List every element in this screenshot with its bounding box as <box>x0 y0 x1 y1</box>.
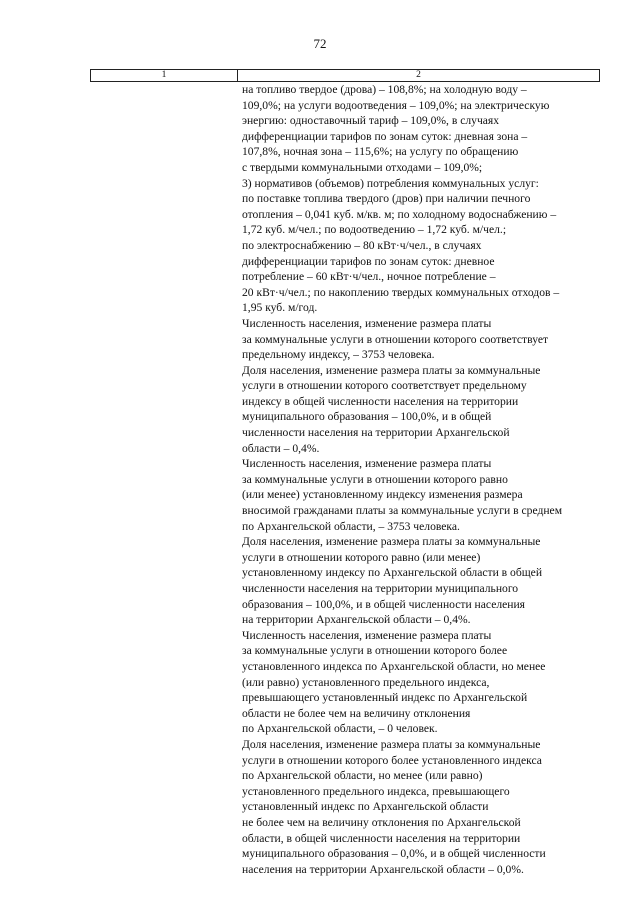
text-line: услуги в отношении которого более установленного индекса <box>242 753 542 767</box>
text-line: предельному индексу, – 3753 человека. <box>242 348 435 362</box>
text-line: Численность населения, изменение размера платы <box>242 628 492 642</box>
text-line: 1,95 куб. м/год. <box>242 301 318 315</box>
text-line: превышающего установленный индекс по Архангельской <box>242 691 528 705</box>
text-line: дифференциации тарифов по зонам суток: дневная зона – <box>242 129 528 143</box>
text-line: (или менее) установленному индексу изменения размера <box>242 488 523 502</box>
document-body-text <box>242 82 602 877</box>
text-line: 109,0%; на услуги водоотведения – 109,0%; на электрическую <box>242 98 550 112</box>
text-line: 3) нормативов (объемов) потребления коммунальных услуг: <box>242 176 539 190</box>
text-line: муниципального образования – 0,0%, и в общей численности <box>242 847 546 861</box>
text-line: установленного индекса по Архангельской области, но менее <box>242 659 546 673</box>
text-line: на территории Архангельской области – 0,4%. <box>242 613 471 627</box>
text-line: Доля населения, изменение размера платы за коммунальные <box>242 535 541 549</box>
table-header-row <box>90 69 600 82</box>
text-line: 1,72 куб. м/чел.; по водоотведению – 1,72 куб. м/чел.; <box>242 223 507 237</box>
table-header-col-2: 2 <box>416 70 421 80</box>
text-line: с твердыми коммунальными отходами – 109,0%; <box>242 160 483 174</box>
text-line: населения на территории Архангельской области – 0,0%. <box>242 862 524 876</box>
text-line: энергию: одноставочный тариф – 109,0%, в случаях <box>242 114 500 128</box>
text-line: муниципального образования – 100,0%, и в общей <box>242 410 492 424</box>
text-line: по Архангельской области, но менее (или равно) <box>242 769 483 783</box>
text-line: отопления – 0,041 куб. м/кв. м; по холодному водоснабжению – <box>242 207 557 221</box>
text-line: образования – 100,0%, и в общей численности населения <box>242 597 526 611</box>
text-line: установленного предельного индекса, превышающего <box>242 784 510 798</box>
text-line: потребление – 60 кВт·ч/чел., ночное потребление – <box>242 270 496 284</box>
text-line: услуги в отношении которого равно (или менее) <box>242 550 481 564</box>
text-line: Численность населения, изменение размера платы <box>242 457 492 471</box>
text-line: Доля населения, изменение размера платы за коммунальные <box>242 737 541 751</box>
text-line: за коммунальные услуги в отношении которого равно <box>242 472 508 486</box>
text-line: вносимой гражданами платы за коммунальные услуги в среднем <box>242 504 563 518</box>
text-line: услуги в отношении которого соответствует предельному <box>242 379 527 393</box>
text-line: области, в общей численности населения на территории <box>242 831 521 845</box>
text-line: численности населения на территории Архангельской <box>242 426 510 440</box>
page-number: 72 <box>313 36 327 51</box>
text-line: по Архангельской области, – 0 человек. <box>242 722 438 736</box>
text-line: Доля населения, изменение размера платы за коммунальные <box>242 363 541 377</box>
text-line: установленный индекс по Архангельской области <box>242 800 489 814</box>
text-line: по Архангельской области, – 3753 человека. <box>242 519 460 533</box>
text-line: индексу в общей численности населения на территории <box>242 394 519 408</box>
text-line: установленному индексу по Архангельской области в общей <box>242 566 543 580</box>
text-line: не более чем на величину отклонения по Архангельской <box>242 815 521 829</box>
table-header-col-1: 1 <box>91 70 238 81</box>
text-line: на топливо твердое (дрова) – 108,8%; на холодную воду – <box>242 83 527 96</box>
text-line: за коммунальные услуги в отношении которого соответствует <box>242 332 549 346</box>
text-line: численности населения на территории муниципального <box>242 582 519 595</box>
text-line: Численность населения, изменение размера платы <box>242 316 492 330</box>
text-line: дифференциации тарифов по зонам суток: дневное <box>242 254 495 268</box>
text-line: 107,8%, ночная зона – 115,6%; на услугу по обращению <box>242 145 519 159</box>
text-line: 20 кВт·ч/чел.; по накоплению твердых коммунальных отходов – <box>242 285 560 299</box>
text-line: (или равно) установленного предельного индекса, <box>242 675 490 689</box>
text-line: по электроснабжению – 80 кВт·ч/чел., в случаях <box>242 238 482 252</box>
text-line: области не более чем на величину отклонения <box>242 706 471 720</box>
text-line: за коммунальные услуги в отношении которого более <box>242 644 508 658</box>
text-line: области – 0,4%. <box>242 441 320 455</box>
text-line: по поставке топлива твердого (дров) при наличии печного <box>242 192 531 206</box>
